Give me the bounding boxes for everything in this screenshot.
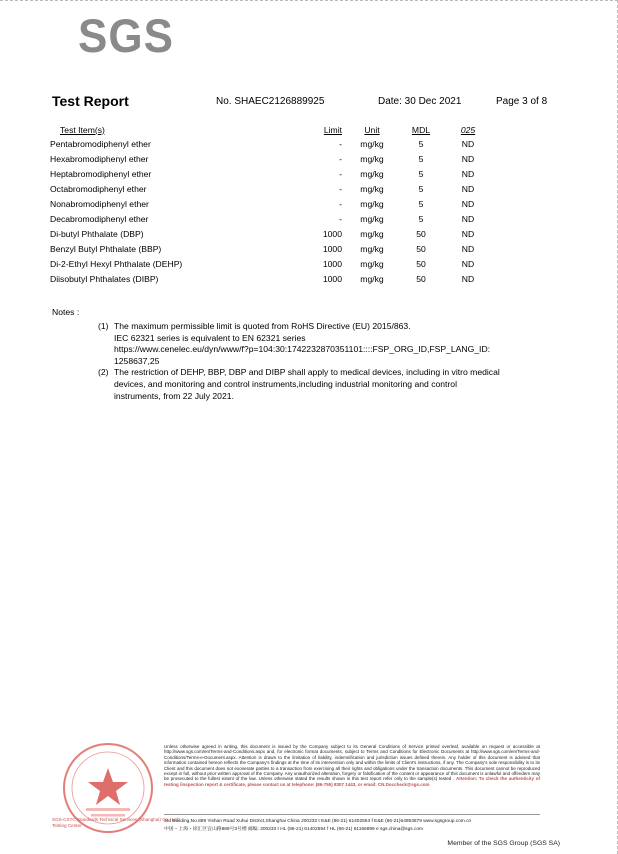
cell-result: ND	[461, 258, 475, 269]
seal-caption	[52, 817, 180, 829]
note-1-body	[114, 321, 490, 367]
cell-unit: mg/kg	[360, 273, 384, 284]
cell-unit: mg/kg	[360, 153, 384, 164]
page-indicator: Page 3 of 8	[496, 96, 548, 107]
cell-mdl: 5	[418, 213, 424, 224]
sgs-logo: SGS	[78, 10, 174, 63]
cell-limit: 1000	[322, 228, 342, 239]
table-row	[50, 256, 492, 271]
note-2-line: The restriction of DEHP, BBP, DBP and DIBP shall apply to medical devices, including in vitro medical	[114, 367, 500, 378]
cell-limit: -	[339, 168, 342, 179]
cell-unit: mg/kg	[360, 138, 384, 149]
table-row	[50, 226, 492, 241]
cell-unit: mg/kg	[360, 258, 384, 269]
note-1-line: 1258637,25	[114, 355, 160, 366]
cell-unit: mg/kg	[360, 183, 384, 194]
cell-unit: mg/kg	[360, 168, 384, 179]
cell-mdl: 5	[418, 198, 424, 209]
cell-mdl: 50	[416, 258, 426, 269]
note-2-line: instruments, from 22 July 2021.	[114, 390, 234, 401]
cell-result: ND	[461, 243, 475, 254]
header-mdl: MDL	[411, 124, 431, 135]
table-row	[50, 136, 492, 151]
cell-result: ND	[461, 213, 475, 224]
note-2-line: devices, and monitoring and control instruments,including industrial monitoring and control	[114, 378, 457, 389]
header-test-item: Test Item(s)	[60, 124, 105, 135]
note-2	[98, 367, 578, 402]
cell-mdl: 50	[416, 228, 426, 239]
report-number: No. SHAEC2126889925	[216, 96, 325, 107]
cell-mdl: 5	[418, 183, 424, 194]
report-title: Test Report	[52, 93, 129, 109]
table-header-row	[50, 123, 492, 136]
disclaimer-text: Unless otherwise agreed in writing, this document is issued by the Company subject to its General Conditions of Service printed overleaf, available on request or accessible at http://www.sgs.com/en/Terms-and-Conditions.aspx and, for electronic format documents, subject to Terms and Conditions for Electronic Documents at http://www.sgs.com/en/Terms-and-Conditions/Terms-e-Document.aspx. Attention is drawn to the limitation of liability, indemnification and jurisdiction issues defined therein. Any holder of this document is advised that information contained hereon reflects the Company's findings at the time of its intervention only and within the limits of Client's instructions, if any. The Company's sole responsibility is to its Client and this document does not exonerate parties to a transaction from exercising all their rights and obligations under the transaction documents. This document cannot be reproduced except in full, without prior written approval of the Company. Any unauthorized alteration, forgery or falsification of the content or appearance of this document is unlawful and offenders may be prosecuted to the fullest extent of the law. Unless otherwise stated the results shown in this test report refer only to the sample(s) tested .	[164, 744, 540, 782]
table-row	[50, 211, 492, 226]
table-row	[50, 241, 492, 256]
cell-item: Octabromodiphenyl ether	[50, 183, 147, 194]
note-1-link: https://www.cenelec.eu/dyn/www/f?p=104:30:1742232870351101::::FSP_ORG_ID,FSP_LANG_ID:	[114, 344, 491, 355]
cell-mdl: 5	[418, 153, 424, 164]
note-1-line: The maximum permissible limit is quoted from RoHS Directive (EU) 2015/863.	[114, 321, 411, 331]
cell-unit: mg/kg	[360, 198, 384, 209]
seal-caption-line: SGS-CSTC Standards Technical Services (Shanghai) Co., Ltd.	[52, 817, 180, 822]
note-1-number: (1)	[98, 321, 109, 331]
cell-item: Decabromodiphenyl ether	[50, 213, 149, 224]
cell-item: Benzyl Butyl Phthalate (BBP)	[50, 243, 162, 254]
footer-divider	[164, 814, 540, 815]
note-2-body	[114, 367, 500, 402]
table-row	[50, 181, 492, 196]
cell-mdl: 5	[418, 168, 424, 179]
cell-result: ND	[461, 228, 475, 239]
cell-item: Pentabromodiphenyl ether	[50, 138, 151, 149]
cell-result: ND	[461, 138, 475, 149]
cell-limit: 1000	[322, 273, 342, 284]
table-row	[50, 151, 492, 166]
table-row	[50, 166, 492, 181]
header-unit: Unit	[364, 124, 380, 135]
company-address	[164, 818, 544, 833]
cell-item: Di-2-Ethyl Hexyl Phthalate (DEHP)	[50, 258, 183, 269]
table-row	[50, 196, 492, 211]
cell-item: Diisobutyl Phthalates (DIBP)	[50, 273, 159, 284]
cell-result: ND	[461, 198, 475, 209]
header-sample-result: 025	[460, 124, 476, 135]
cell-unit: mg/kg	[360, 243, 384, 254]
cell-item: Di-butyl Phthalate (DBP)	[50, 228, 144, 239]
cell-item: Hexabromodiphenyl ether	[50, 153, 149, 164]
address-english: 3rd Building,No.889 Yishan Road Xuhui District,Shanghai China 200233 t E&E (86-21) 61402553 f E&E (86-21)64953679 www.sgsgroup.com.cn	[164, 819, 472, 824]
cell-unit: mg/kg	[360, 228, 384, 239]
legal-disclaimer	[164, 744, 540, 787]
cell-limit: -	[339, 153, 342, 164]
cell-item: Nonabromodiphenyl ether	[50, 198, 149, 209]
cell-limit: -	[339, 138, 342, 149]
cell-limit: 1000	[322, 258, 342, 269]
cell-result: ND	[461, 183, 475, 194]
cell-limit: 1000	[322, 243, 342, 254]
seal-caption-line: Testing Center	[52, 823, 82, 828]
report-date: Date: 30 Dec 2021	[378, 96, 462, 107]
seal-star-icon	[88, 768, 128, 805]
cell-limit: -	[339, 183, 342, 194]
notes-label: Notes :	[52, 307, 80, 317]
cell-mdl: 5	[418, 138, 424, 149]
member-line: Member of the SGS Group (SGS SA)	[447, 840, 560, 847]
cell-unit: mg/kg	[360, 213, 384, 224]
cell-limit: -	[339, 198, 342, 209]
results-table	[50, 123, 492, 286]
note-2-number: (2)	[98, 367, 109, 378]
cell-item: Heptabromodiphenyl ether	[50, 168, 152, 179]
note-1	[98, 321, 578, 367]
cell-result: ND	[461, 168, 475, 179]
header-limit: Limit	[323, 124, 342, 135]
cell-result: ND	[461, 153, 475, 164]
cell-mdl: 50	[416, 243, 426, 254]
table-row	[50, 271, 492, 286]
note-1-line: IEC 62321 series is equivalent to EN 62321 series	[114, 332, 306, 343]
notes-section	[98, 321, 578, 402]
cell-limit: -	[339, 213, 342, 224]
report-header	[52, 93, 572, 113]
address-chinese: 中国・上海・徐汇区宜山路889号3号楼 邮编: 200233 t HL (86-21) 61402594 f HL (86-21) 61156899 e sgs.china@sgs.com	[164, 826, 424, 832]
cell-mdl: 50	[416, 273, 426, 284]
authenticity-notice: Attention: To check the authenticity of testing /inspection report & certificate, please contact us at telephone: (86-755) 8307 1443, or email: CN.Doccheck@sgs.com	[164, 776, 540, 787]
cell-result: ND	[461, 273, 475, 284]
page-border-top	[0, 0, 618, 2]
